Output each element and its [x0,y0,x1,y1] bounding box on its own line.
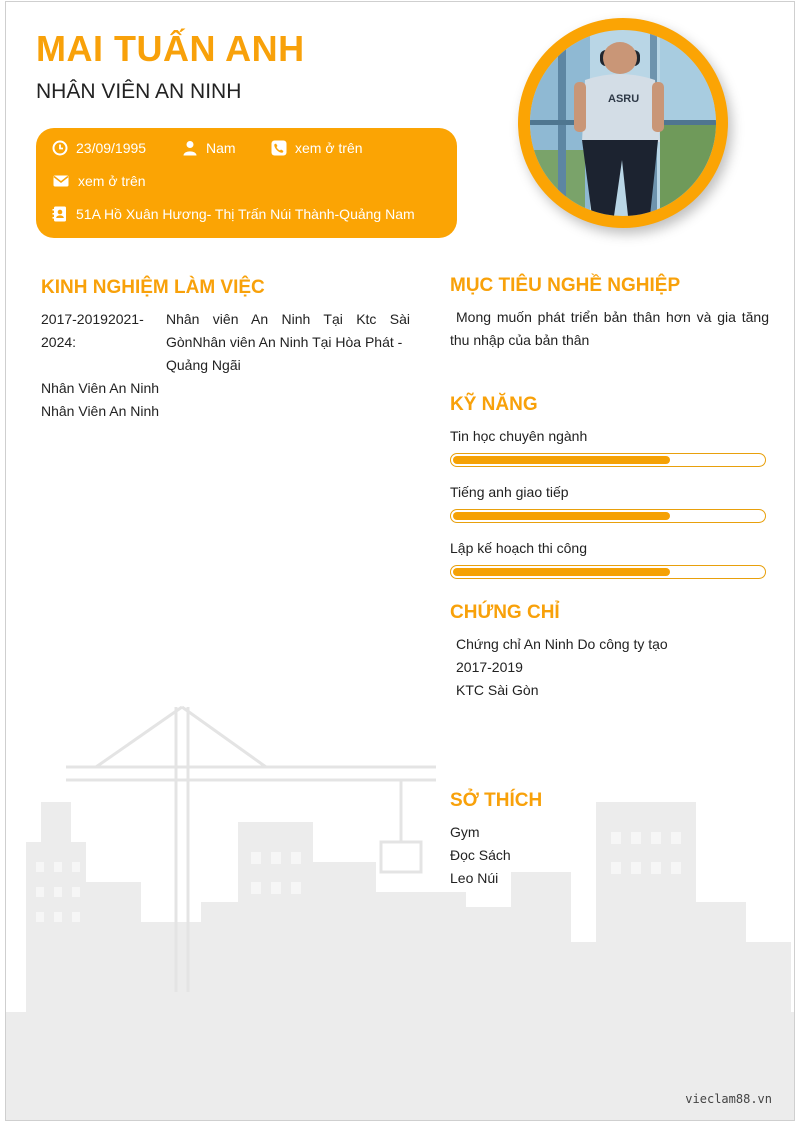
experience-detail-line-1: Nhân viên An Ninh Tại Ktc Sài [166,311,410,327]
skill-bar-1 [450,453,766,467]
contact-gender [182,140,236,156]
skills-title: KỸ NĂNG [450,394,538,415]
shirt-text: ASRU [608,93,640,105]
experience-role-1: Nhân Viên An Ninh [41,380,160,396]
contact-email [52,173,146,189]
candidate-name: MAI TUẤN ANH [36,28,305,69]
experience-detail-line-3: Quảng Ngãi [166,357,241,373]
contact-box [36,128,457,238]
phone-text: xem ở trên [295,140,363,156]
experience-detail-line-2: GònNhân viên An Ninh Tại Hòa Phát - [166,334,403,350]
phone-icon [271,140,287,156]
clock-icon [52,140,68,156]
skill-bar-3 [450,565,766,579]
contact-address [52,206,415,222]
profile-photo-image [530,30,716,216]
birthday-text: 23/09/1995 [76,140,147,156]
objective-text: Mong muốn phát triển bản thân hơn và gia tăng thu nhập của bản thân [450,309,769,348]
user-icon [182,140,198,156]
certificate-line-3: KTC Sài Gòn [456,682,539,698]
certificate-line-1: Chứng chỉ An Ninh Do công ty tạo [456,636,668,652]
email-text: xem ở trên [78,173,146,189]
experience-title: KINH NGHIỆM LÀM VIỆC [41,277,265,298]
skill-label-3: Lập kế hoạch thi công [450,540,587,556]
address-text: 51A Hồ Xuân Hương- Thị Trấn Núi Thành-Quảng Nam [76,206,415,222]
cv-page [5,1,795,1121]
profile-photo [530,30,716,216]
skill-bar-2 [450,509,766,523]
skill-label-2: Tiếng anh giao tiếp [450,484,569,500]
certificate-line-2: 2017-2019 [456,659,523,675]
objective-title: MỤC TIÊU NGHỀ NGHIỆP [450,275,681,296]
skill-label-1: Tin học chuyên ngành [450,428,588,444]
experience-role-2: Nhân Viên An Ninh [41,403,160,419]
certificates-title: CHỨNG CHỈ [450,602,560,623]
experience-period: 2017-20192021-2024: [41,311,144,350]
contact-phone [271,140,363,156]
hobbies-title: SỞ THÍCH [450,790,543,811]
envelope-icon [52,173,70,189]
skill-fill-3 [453,568,670,576]
address-book-icon [52,206,68,222]
gender-text: Nam [206,140,236,156]
hobby-item-2: Đọc Sách [450,847,511,863]
profile-photo-frame [518,18,728,228]
skill-fill-2 [453,512,670,520]
hobby-item-1: Gym [450,824,480,840]
job-title: NHÂN VIÊN AN NINH [36,80,242,103]
hobby-item-3: Leo Núi [450,870,499,886]
site-watermark: vieclam88.vn [685,1092,772,1106]
contact-birthday [52,140,146,156]
city-skyline-illustration [6,692,794,1121]
skill-fill-1 [453,456,670,464]
